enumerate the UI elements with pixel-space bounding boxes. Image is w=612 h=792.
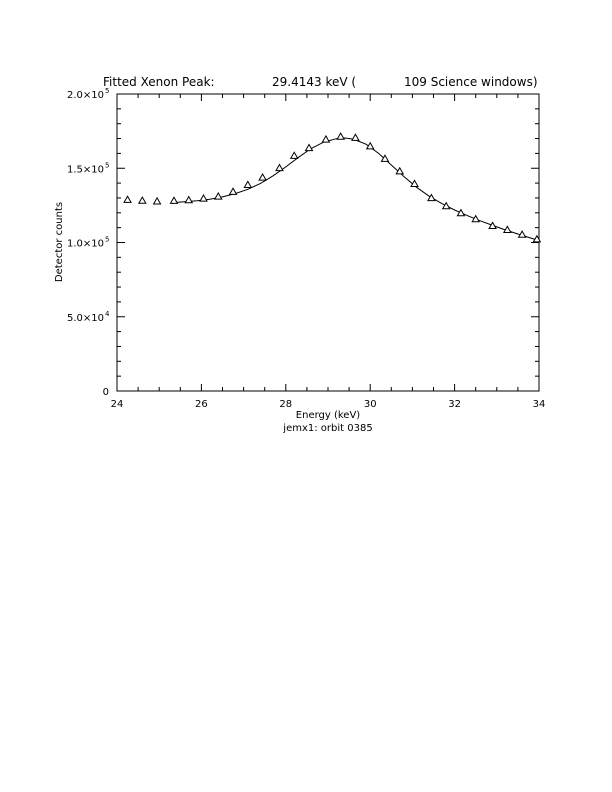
- y-tick-label-exponent: 5: [105, 87, 110, 95]
- x-tick-label: 24: [110, 399, 124, 410]
- y-axis-label: Detector counts: [54, 201, 65, 283]
- x-tick-label: 26: [195, 399, 208, 410]
- y-tick-label-exponent: 4: [105, 309, 110, 318]
- chart-title-windows: 109 Science windows): [404, 75, 538, 89]
- x-tick-label: 32: [448, 399, 461, 410]
- x-tick-label: 28: [279, 399, 293, 410]
- y-tick-label-exponent: 5: [105, 161, 110, 170]
- y-tick-label: 0: [102, 387, 109, 398]
- chart-title: [103, 75, 538, 89]
- x-axis-label: Energy (keV): [295, 410, 361, 421]
- y-tick-label: 2.0×10: [66, 90, 104, 101]
- y-tick-label: 1.0×10: [66, 238, 104, 250]
- y-tick-label-exponent: 5: [105, 235, 110, 244]
- x-tick-label: 34: [532, 399, 546, 410]
- x-tick-label: 30: [363, 399, 377, 410]
- y-tick-label: 5.0×10: [66, 312, 104, 324]
- chart-subtitle: jemx1: orbit 0385: [283, 423, 373, 434]
- chart-title-energy: 29.4143 keV (: [272, 75, 357, 89]
- y-tick-label: 1.5×10: [66, 164, 104, 176]
- chart-title-label: Fitted Xenon Peak:: [103, 75, 215, 89]
